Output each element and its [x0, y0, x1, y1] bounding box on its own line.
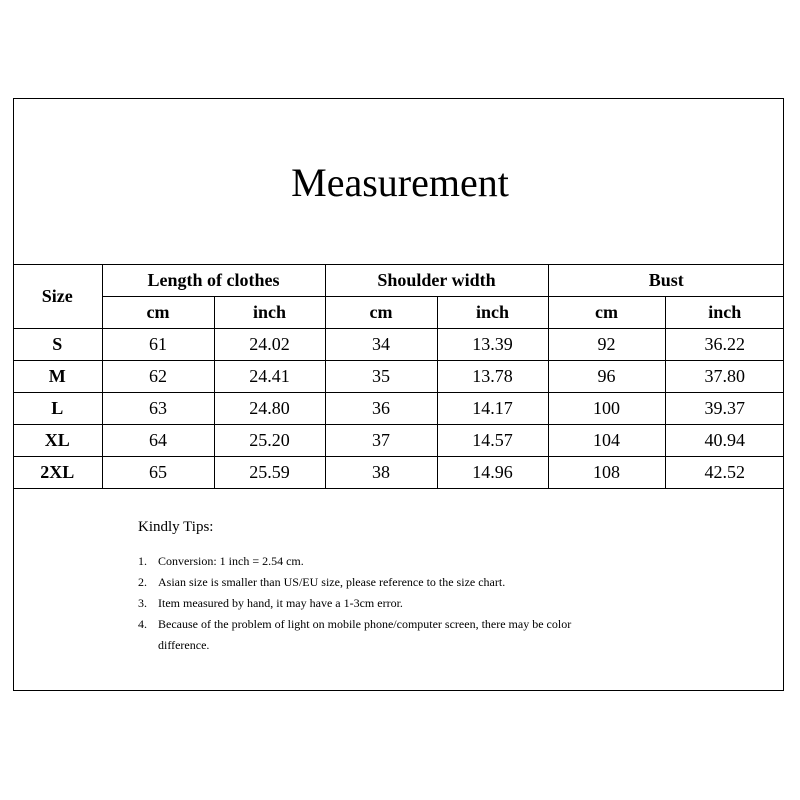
unit-header: cm — [325, 297, 437, 329]
value-cell: 42.52 — [665, 457, 784, 489]
unit-header: inch — [214, 297, 325, 329]
tip-number: 3. — [138, 596, 147, 610]
table-row — [13, 425, 784, 457]
tips-section — [138, 517, 598, 656]
value-cell: 63 — [102, 393, 214, 425]
value-cell: 61 — [102, 329, 214, 361]
table-header-row — [13, 265, 784, 297]
value-cell: 14.17 — [437, 393, 548, 425]
value-cell: 36 — [325, 393, 437, 425]
unit-header: inch — [665, 297, 784, 329]
tip-number: 1. — [138, 554, 147, 568]
size-cell: M — [13, 361, 102, 393]
value-cell: 92 — [548, 329, 665, 361]
value-cell: 13.78 — [437, 361, 548, 393]
group-header-shoulder: Shoulder width — [325, 265, 548, 297]
value-cell: 24.02 — [214, 329, 325, 361]
tip-text: Because of the problem of light on mobile phone/computer screen, there may be color difference. — [158, 617, 572, 652]
value-cell: 14.96 — [437, 457, 548, 489]
page-title: Measurement — [291, 160, 509, 205]
tip-item — [138, 551, 598, 572]
value-cell: 38 — [325, 457, 437, 489]
value-cell: 25.59 — [214, 457, 325, 489]
size-cell: XL — [13, 425, 102, 457]
value-cell: 96 — [548, 361, 665, 393]
tips-list — [138, 551, 598, 656]
size-cell: S — [13, 329, 102, 361]
value-cell: 24.41 — [214, 361, 325, 393]
value-cell: 100 — [548, 393, 665, 425]
value-cell: 34 — [325, 329, 437, 361]
tip-item — [138, 593, 598, 614]
table-row — [13, 457, 784, 489]
value-cell: 25.20 — [214, 425, 325, 457]
unit-header: cm — [548, 297, 665, 329]
tip-number: 2. — [138, 575, 147, 589]
group-header-bust: Bust — [548, 265, 784, 297]
value-cell: 35 — [325, 361, 437, 393]
tip-text: Item measured by hand, it may have a 1-3cm error. — [158, 596, 403, 610]
value-cell: 108 — [548, 457, 665, 489]
tip-text: Asian size is smaller than US/EU size, please reference to the size chart. — [158, 575, 506, 589]
value-cell: 39.37 — [665, 393, 784, 425]
value-cell: 37 — [325, 425, 437, 457]
table-row — [13, 361, 784, 393]
size-cell: 2XL — [13, 457, 102, 489]
unit-header: cm — [102, 297, 214, 329]
value-cell: 14.57 — [437, 425, 548, 457]
size-header: Size — [13, 265, 102, 329]
value-cell: 13.39 — [437, 329, 548, 361]
tips-title: Kindly Tips: — [138, 519, 214, 535]
tip-number: 4. — [138, 617, 147, 631]
table-row — [13, 329, 784, 361]
value-cell: 65 — [102, 457, 214, 489]
value-cell: 37.80 — [665, 361, 784, 393]
size-table — [13, 264, 784, 489]
value-cell: 104 — [548, 425, 665, 457]
size-cell: L — [13, 393, 102, 425]
value-cell: 64 — [102, 425, 214, 457]
group-header-length: Length of clothes — [102, 265, 325, 297]
table-row — [13, 393, 784, 425]
value-cell: 40.94 — [665, 425, 784, 457]
value-cell: 62 — [102, 361, 214, 393]
tip-text: Conversion: 1 inch = 2.54 cm. — [158, 554, 304, 568]
value-cell: 36.22 — [665, 329, 784, 361]
tip-item — [138, 572, 598, 593]
value-cell: 24.80 — [214, 393, 325, 425]
unit-header: inch — [437, 297, 548, 329]
tip-item — [138, 614, 598, 656]
table-unit-row — [13, 297, 784, 329]
